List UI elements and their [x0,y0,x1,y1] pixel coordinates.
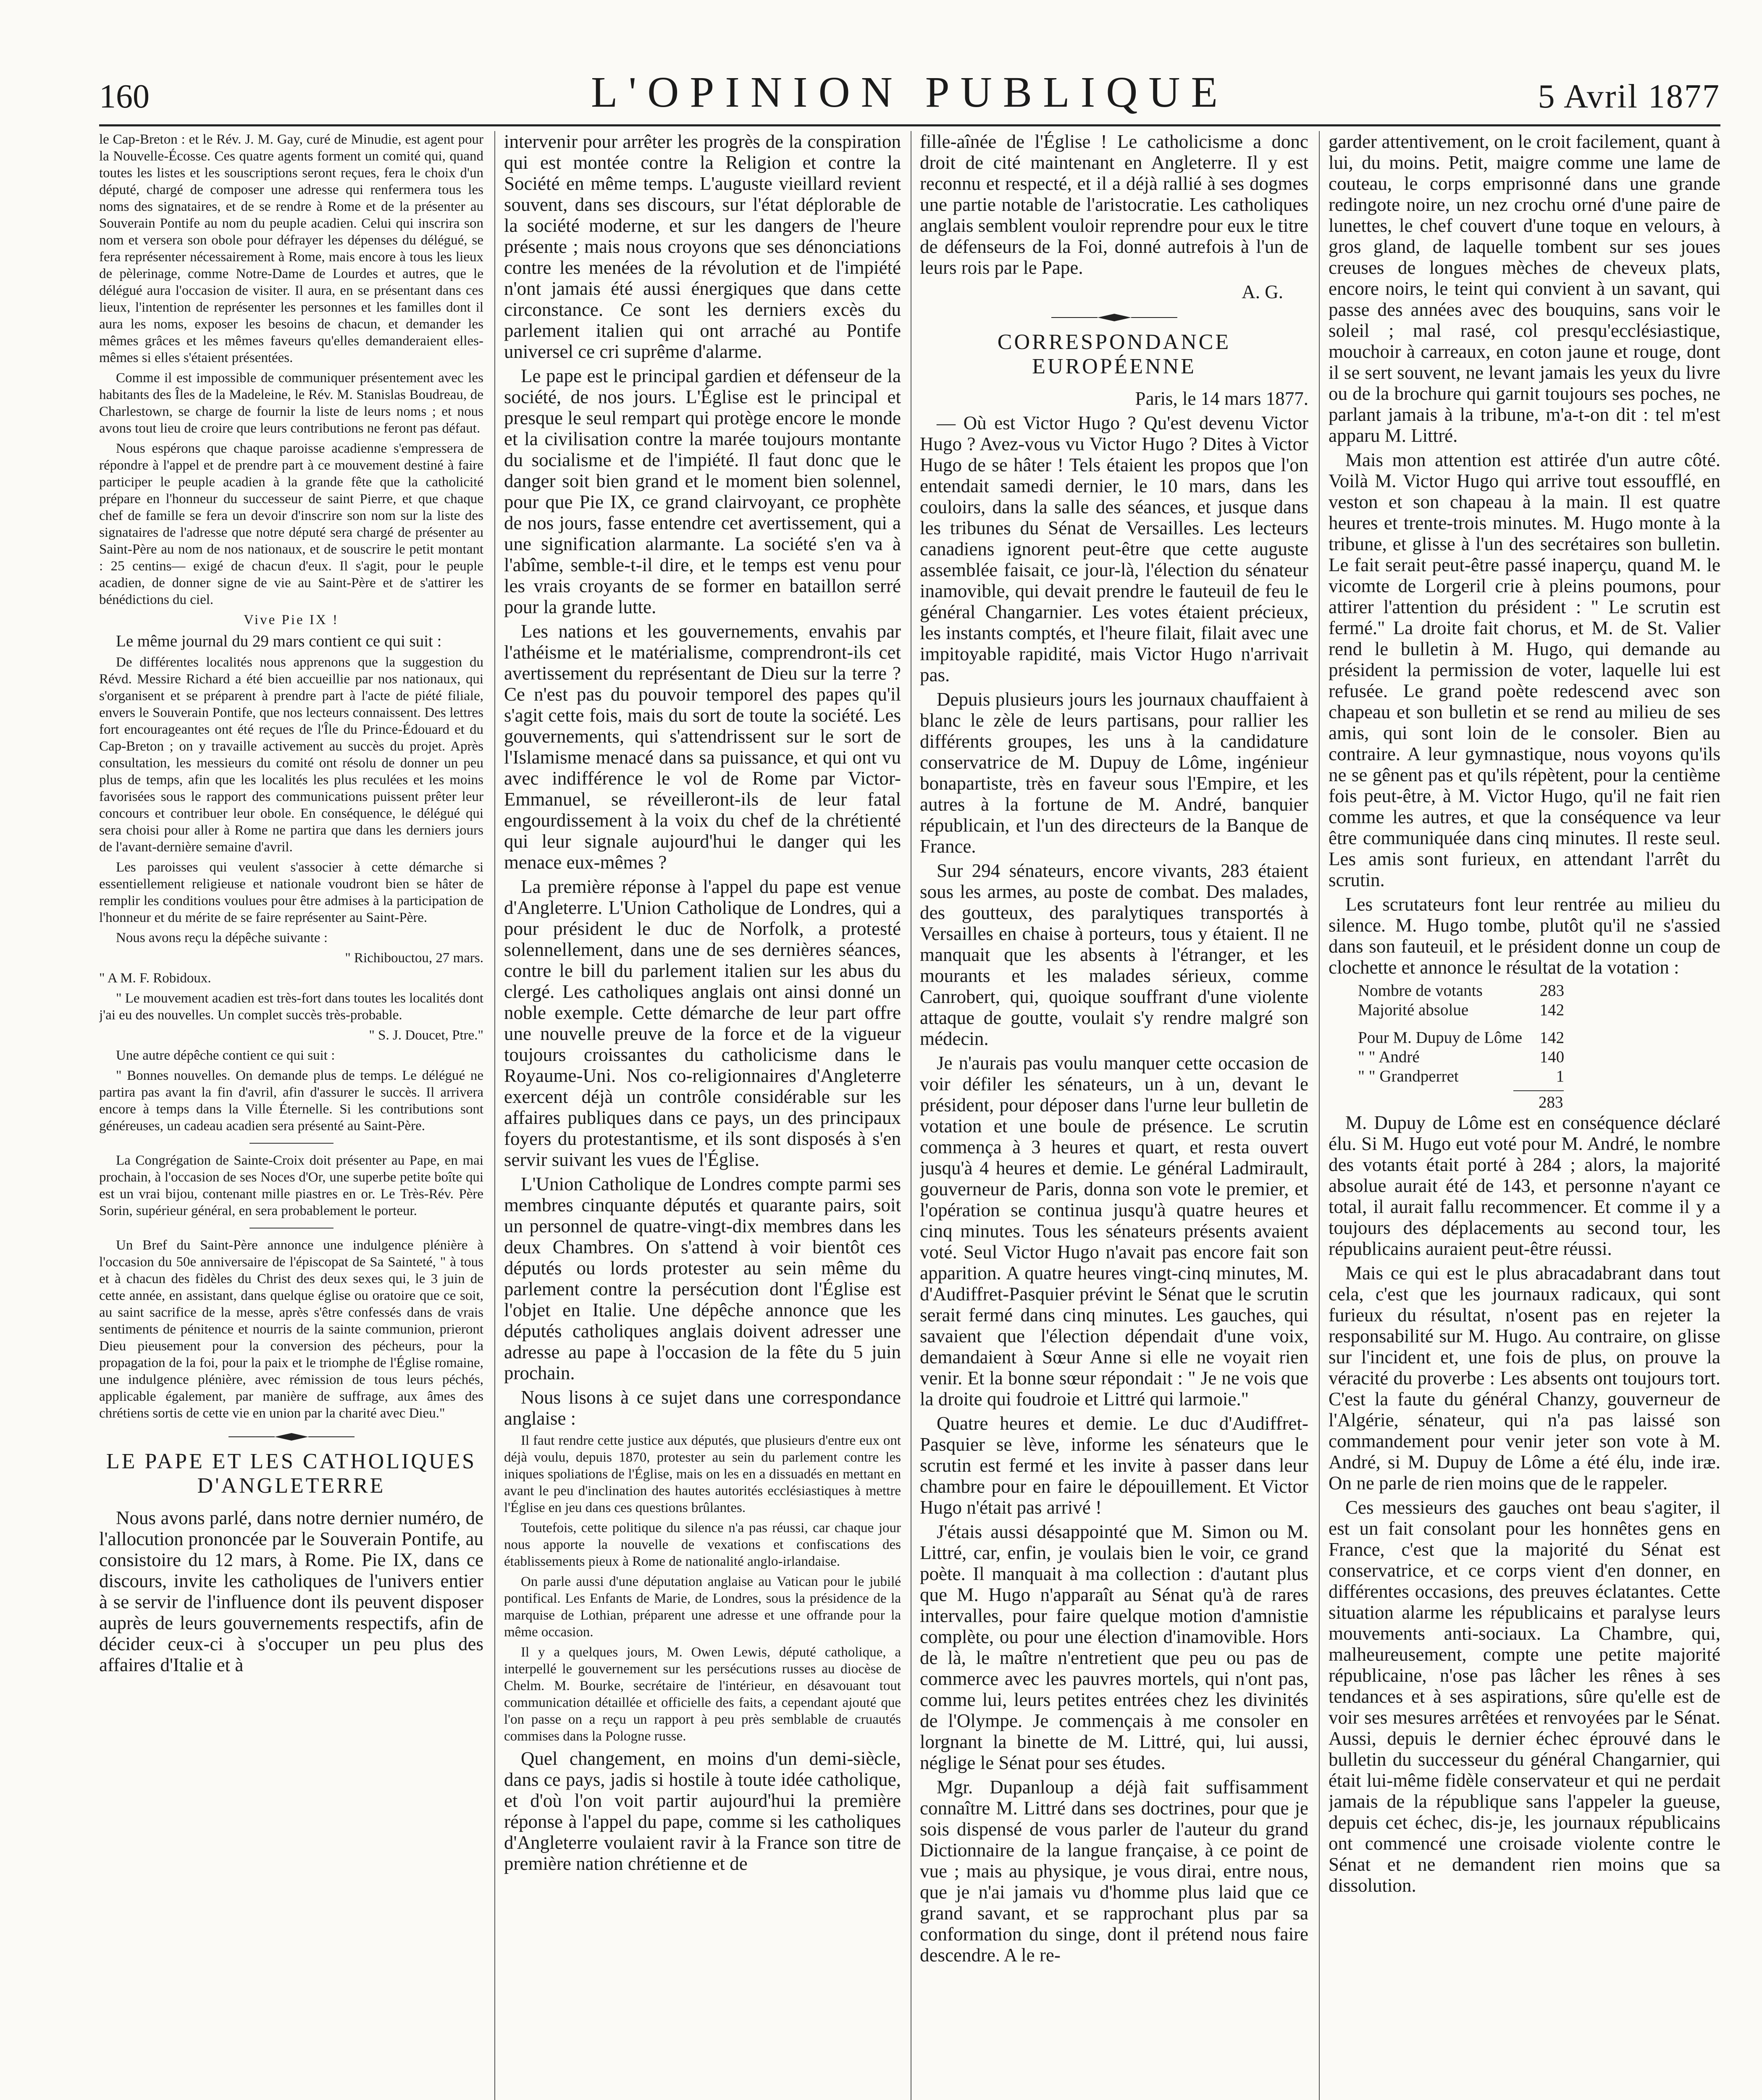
issue-date: 5 Avril 1877 [1538,78,1720,115]
vote-count: 142 [1539,1029,1565,1047]
vote-row [1354,1028,1568,1047]
paragraph: Les nations et les gouvernements, envahis par l'athéisme et le matérialisme, comprendront-ils cet avertissement du représentant de Dieu sur la terre ? Ce n'est pas du pouvoir temporel des papes qu'il s'agit cette fois, mais du sort de toute la société. Les gouvernements, qui s'attendrissent sur le sort de l'Islamisme menacé dans sa puissance, et qui ont vu avec indifférence le vol de Rome par Victor-Emmanuel, se réveilleront-ils de leur fatal engourdissement à la voix du chef de la chrétienté qui leur signale aujourd'hui le danger qui les menace eux-mêmes ? [504,621,901,873]
paragraph: Depuis plusieurs jours les journaux chauffaient à blanc le zèle de leurs partisans, pour rallier les différents groupes, les uns à la candidature conservatrice de M. Dupuy de Lôme, ingénieur bonapartiste, très en faveur sous l'Empire, et les autres à la fortune de M. André, banquier républicain, et l'un des directeurs de la Banque de France. [920,689,1308,857]
vote-count: 1 [1556,1067,1565,1085]
vote-row [1354,1067,1568,1086]
paragraph: Mgr. Dupanloup a déjà fait suffisamment connaître M. Littré dans ses doctrines, pour que je sois dispensé de vous parler de l'auteur du grand Dictionnaire de la langue française, à ce point de vue ; mais au physique, je vous dirai, entre nous, que je n'ai jamais vu d'homme plus laid que ce grand savant, et se rapprochant plus par sa conformation du singe, dont il prétend nous faire descendre. A le re- [920,1777,1308,1966]
paragraph: Nous avons reçu la dépêche suivante : [116,930,328,945]
paragraph: La Congrégation de Sainte-Croix doit présenter au Pape, en mai prochain, à l'occasion de ses Noces d'Or, une superbe petite boîte qui est un vrai bijou, contenant mille piastres en or. Le Très-Rév. Père Sorin, supérieur général, en sera probablement le porteur. [99,1153,483,1218]
page-number: 160 [99,78,150,115]
sum-rule [1513,1090,1564,1091]
vote-label: " " Grandperret [1358,1067,1459,1085]
vote-results-table [1354,981,1568,1086]
section-title: CORRESPONDANCE EUROPÉENNE [997,330,1231,378]
vote-row [1354,981,1568,1000]
paragraph: La première réponse à l'appel du pape est venue d'Angleterre. L'Union Catholique de Londres, qui a pour président le duc de Norfolk, a protesté solennellement, dans une de ses dernières séances, contre le bill du parlement italien sur les abus du clergé. Les catholiques anglais ont ainsi donné un noble exemple. Cette démarche de leur part offre une nouvelle preuve de la force et de la vigueur toujours croissantes du catholicisme dans le Royaume-Uni. Nos co-religionnaires d'Angleterre exercent déjà un contrôle considérable sur les affaires publiques dans ce pays, un des principaux foyers du protestantisme, et ils sont disposés à s'en servir suivant les vues de l'Église. [504,876,901,1170]
paragraph: Je n'aurais pas voulu manquer cette occasion de voir défiler les sénateurs, un à un, devant le président, pour déposer dans l'urne leur bulletin de votation et une boule de présence. Le scrutin commença à 3 heures et quart, et resta ouvert jusqu'à 4 heures et demie. Le général Ladmirault, gouverneur de Paris, donna son vote le premier, et l'opération se continua jusqu'à quatre heures et cinq minutes. Tous les sénateurs présents avaient voté. Seul Victor Hugo n'avait pas encore fait son apparition. A quatre heures vingt-cinq minutes, M. d'Audiffret-Pasquier prévint le Sénat que le scrutin serait fermé dans cinq minutes. Les gauches, qui savaient que l'élection dépendait d'une voix, demandaient à Sœur Anne si elle ne voyait rien venir. Et la bonne sœur répondait : " Je ne vois que la droite qui foudroie et Littré qui larmoie." [920,1053,1308,1410]
paragraph: Mais ce qui est le plus abracadabrant dans tout cela, c'est que les journaux radicaux, qui sont furieux du résultat, n'osent pas en rejeter la responsabilité sur M. Hugo. Au contraire, on glisse sur l'incident et, une fois de plus, on prouve la véracité du proverbe : Les absents ont toujours tort. C'est la faute du général Chanzy, gouverneur de l'Algérie, sénateur, qui n'a pas laissé son commandement pour venir jeter son vote à M. André, si M. Dupuy de Lôme a été élu, inde iræ. On ne parle de rien moins que de le rappeler. [1329,1263,1720,1494]
quoted-paragraph: De différentes localités nous apprenons que la suggestion du Révd. Messire Richard a été bien accueillie par nos nationaux, qui s'organisent et se préparent à prendre part à l'acte de piété filiale, envers le Souverain Pontife, que nos lecteurs connaissent. Des lettres fort encourageantes ont été reçues de l'Île du Prince-Édouard et du Cap-Breton ; on y travaille activement au succès du projet. Après consultation, les messieurs du comité ont résolu de donner un peu plus de temps, afin que les localités les plus reculées et les moins favorisées sous le rapport des communications puissent prêter leur concours et contribuer leur obole. En conséquence, le délégué qui sera choisi pour aller à Rome ne partira que dans les derniers jours de l'avant-dernière semaine d'avril. [99,655,483,855]
dispatch-recipient: " A M. F. Robidoux. [99,971,211,986]
paragraph: Nous avons parlé, dans notre dernier numéro, de l'allocution prononcée par le Souverain Pontife, au consistoire du 12 mars, à Rome. Pie IX, dans ce discours, invite les catholiques de l'univers entier à se servir de l'influence dont ils peuvent disposer auprès de leurs gouvernements respectifs, afin de décider ceux-ci à s'occuper un peu plus des affaires d'Italie et à [99,1507,483,1675]
quoted-paragraph: Toutefois, cette politique du silence n'a pas réussi, car chaque jour nous apporte la nouvelle de vexations et confiscations des établissements pieux à Rome de nationalité anglo-irlandaise. [504,1520,901,1569]
column-divider [494,131,495,2100]
masthead-rule [99,124,1720,126]
paragraph: Comme il est impossible de communiquer présentement avec les habitants des Îles de la Madeleine, le Rév. M. Stanislas Boudreau, de Charlestown, se charge de fournir la liste de leurs noms ; et nous avons tout lieu de croire que leurs contributions ne feront pas défaut. [99,370,483,436]
paragraph: Un Bref du Saint-Père annonce une indulgence plénière à l'occasion du 50e anniversaire de l'épiscopat de Sa Sainteté, " à tous et à chacun des fidèles du Christ des deux sexes qui, le 3 juin de cette année, en assistant, dans quelque église ou oratoire que ce soit, au saint sacrifice de la messe, après s'être confessés dans de vrais sentiments de pénitence et nourris de la sainte communion, prieront Dieu pieusement pour la conversion des pécheurs, pour la propagation de la foi, pour la paix et le triomphe de l'Église romaine, une indulgence plénière, avec rémission de tous leurs péchés, applicable également, par manière de suffrage, aux âmes des chrétiens sortis de cette vie en union par la charité avec Dieu." [99,1238,483,1421]
masthead [99,63,1720,122]
paragraph: garder attentivement, on le croit facilement, quant à lui, du moins. Petit, maigre comme une lame de couteau, le corps emprisonné dans une grande redingote noire, un nez crochu orné d'une paire de lunettes, le chef couvert d'une toque en velours, à gros gland, de laquelle tombent sur ses joues creuses de longues mèches de cheveux plats, encore noirs, le teint qui convient à un savant, qui passe des années avec des bouquins, sans voir le soleil ; mal rasé, col presqu'ecclésiastique, mouchoir à carreaux, en coton jaune et rouge, dont il se sert souvent, ne levant jamais les yeux du livre ou de la brochure qui garnit toujours ses poches, ne parlant jamais à la tribune, m'a-t-on dit : tel m'est apparu M. Littré. [1329,131,1720,446]
paragraph: Une autre dépêche contient ce qui suit : [116,1048,335,1063]
paragraph: J'étais aussi désappointé que M. Simon ou M. Littré, car, enfin, je voulais bien le voir, ce grand poète. Il manquait à ma collection : d'autant plus que M. Hugo n'apparaît au Sénat qu'à de rares intervalles, pour faire quelque motion d'amnistie complète, ou pour une élection d'inamovible. Hors de là, le maître n'entretient que peu ou pas de commerce avec les pauvres mortels, qui n'ont pas, comme lui, leurs petites entrées chez les divinités de l'Olympe. Je commençais à me consoler en lorgnant la binette de M. Littré, qui, lui aussi, néglige le Sénat pour ses études. [920,1521,1308,1773]
vote-count: 140 [1539,1048,1565,1066]
vote-label: Nombre de votants [1358,982,1483,1000]
paragraph: Quatre heures et demie. Le duc d'Audiffret-Pasquier se lève, informe les sénateurs que le scrutin est fermé et les invite à passer dans leur chambre pour en faire le dépouillement. Et Victor Hugo n'était pas arrivé ! [920,1413,1308,1518]
paragraph: intervenir pour arrêter les progrès de la conspiration qui est montée contre la Religion et contre la Société en même temps. L'auguste vieillard revient souvent, dans ses discours, sur l'état déplorable de la société moderne, et sur les dangers de l'heure présente ; mais nous croyons que ses dénonciations contre les menées de la révolution et de l'impiété n'ont jamais été aussi énergiques que dans cette circonstance. Ce sont les derniers excès du parlement italien qui ont arraché au Pontife universel ce cri suprême d'alarme. [504,131,901,362]
dateline: Paris, le 14 mars 1877. [1135,388,1308,409]
column-3 [920,131,1308,2100]
paragraph: fille-aînée de l'Église ! Le catholicisme a donc droit de cité maintenant en Angleterre. Il y est reconnu et respecté, et il a déjà rallié à ses dogmes une partie notable de l'aristocratie. Les catholiques anglais semblent vouloir reprendre pour eux le titre de défenseurs de la Foi, donné autrefois à l'un de leurs rois par le Pape. [920,131,1308,278]
column-2 [504,131,901,2100]
vote-total: 283 [1539,1093,1563,1111]
vote-row [1354,1047,1568,1067]
quoted-paragraph: On parle aussi d'une députation anglaise au Vatican pour le jubilé pontifical. Les Enfants de Marie, de Londres, sous la présidence de la marquise de Lothian, préparent une adresse et une offrande pour la même occasion. [504,1574,901,1640]
ornament-rule-icon [228,1432,355,1442]
quoted-paragraph: Il faut rendre cette justice aux députés, que plusieurs d'entre eux ont déjà voulu, depuis 1870, protester au sein du parlement contre les iniques spoliations de l'Église, mais on les en a dissuadés en mettant en avant le peu d'inclination des hautes autorités ecclésiastiques à mettre l'Église en jeu dans ces questions brûlantes. [504,1433,901,1515]
dispatch-place: " Richibouctou, 27 mars. [345,950,483,966]
separator-rule [249,1143,333,1144]
column-1 [99,131,483,2100]
paragraph: M. Dupuy de Lôme est en conséquence déclaré élu. Si M. Hugo eut voté pour M. André, le nombre des votants était porté à 284 ; alors, la majorité absolue aurait été de 143, et personne n'ayant ce total, il aurait fallu recommencer. Et comme il y a toujours des déplacements au second tour, les républicains auraient peut-être réussi. [1329,1112,1720,1259]
vote-count: 283 [1539,982,1565,1000]
vote-count: 142 [1539,1001,1565,1019]
column-divider [1319,131,1320,2100]
vote-label: Pour M. Dupuy de Lôme [1358,1029,1523,1047]
paragraph: Ces messieurs des gauches ont beau s'agiter, il est un fait consolant pour les honnêtes gens en France, c'est que la majorité du Sénat est conservatrice, et ce corps vient d'en donner, en différentes occasions, des preuves éclatantes. Cette situation alarme les républicains et paralyse leurs mouvements anti-sociaux. La Chambre, qui, malheureusement, compte une petite majorité républicaine, n'ose pas lâcher les rênes à ses tendances et à ses aspirations, sûre qu'elle est de voir ses mesures arrêtées et renvoyées par le Sénat. Aussi, depuis le dernier échec éprouvé dans le bulletin du successeur du général Changarnier, qui était lui-même fidèle conservateur et qui ne perdait jamais de la république sans l'appeler la gueuse, depuis cet échec, dis-je, les journaux républicains ont commencé une croisade violente contre le Sénat et ne demandent rien moins que sa dissolution. [1329,1497,1720,1896]
paragraph: — Où est Victor Hugo ? Qu'est devenu Victor Hugo ? Avez-vous vu Victor Hugo ? Dites à Victor Hugo de se hâter ! Tels étaient les propos que l'on entendait samedi dernier, le 10 mars, dans les couloirs, dans la salle des séances, et jusque dans les tribunes du Sénat de Versailles. Les lecteurs canadiens ignorent peut-être que cette auguste assemblée faisait, ce jour-là, l'élection du sénateur inamovible, qui devait prendre le fauteuil de feu le général Changarnier. Les votes étaient précieux, les instants comptés, et l'heure filait, filait avec une impitoyable rapidité, mais Victor Hugo n'arrivait pas. [920,412,1308,685]
dispatch-signature: " S. J. Doucet, Ptre." [369,1028,483,1043]
paragraph: Sur 294 sénateurs, encore vivants, 283 étaient sous les armes, au poste de combat. Des malades, des goutteux, des paralytiques transportés à Versailles en chaise à porteurs, tous y étaient. Il ne manquait que les absents à l'étranger, et les mourants et les malades sérieux, comme Canrobert, qui, quoique souffrant d'une violente attaque de goutte, voulait s'y rendre malgré son médecin. [920,860,1308,1049]
paragraph: Mais mon attention est attirée d'un autre côté. Voilà M. Victor Hugo qui arrive tout essoufflé, en veston et son chapeau à la main. Il est quatre heures et trente-trois minutes. M. Hugo monte à la tribune, et glisse à l'un des secrétaires son bulletin. Le fait serait peut-être passé inaperçu, quand M. le vicomte de Lorgeril crie à pleins poumons, pour attirer l'attention du président : " Le scrutin est fermé." La droite fait chorus, et M. de St. Valier rend le bulletin à M. Hugo, qui demande au président la permission de voter, laquelle lui est refusée. Le grand poète redescend avec son chapeau et son bulletin et se rend au milieu de ses amis, qui sont loin de le consoler. Bien au contraire. A leur gymnastique, nous voyons qu'ils ne se gênent pas et qu'ils répètent, pour la centième fois peut-être, à M. Victor Hugo, qu'il ne fait rien comme les autres, et que la conséquence va leur être communiquée dans cinq minutes. Il reste seul. Les amis sont furieux, en attendant l'arrêt du scrutin. [1329,449,1720,890]
newspaper-title: L'OPINION PUBLIQUE [591,68,1229,116]
column-4 [1329,131,1720,2100]
paragraph: Nous espérons que chaque paroisse acadienne s'empressera de répondre à l'appel et de prendre part à ce mouvement destiné à faire participer le peuple acadien à la grande fête que la catholicité prépare en l'honneur du successeur de saint Pierre, et que chaque chef de famille se fera un devoir d'inscrire son nom sur la liste des signataires de l'adresse que notre député sera chargé de présenter au Saint-Père au nom de nos nationaux, et de souscrire le petit montant : 25 centins— exigé de chacun d'eux. Il s'agit, pour le peuple acadien, de donner signe de vie au Saint-Père et de s'attirer les bénédictions du ciel. [99,441,483,607]
closing-cheer: Vive Pie IX ! [244,612,339,627]
ornament-rule-icon [1051,312,1177,323]
dispatch-body: " Le mouvement acadien est très-fort dans toutes les localités dont j'ai eu des nouvelles. Un complet succès très-probable. [99,991,483,1023]
paragraph: le Cap-Breton : et le Rév. J. M. Gay, curé de Minudie, est agent pour la Nouvelle-Écosse. Ces quatre agents forment un comité qui, quand toutes les listes et les souscriptions seront reçues, fera le choix d'un député, chargé de composer une adresse qui renfermera tous les noms des signataires, et de se rendre à Rome et de la présenter au Souverain Pontife au nom du peuple acadien. Celui qui inscrira son nom et versera son obole pour défrayer les dépenses du délégué, se fera représenter nécessairement à Rome, mais encore à tous les lieux de pèlerinage, comme Notre-Dame de Lourdes et autres, que le délégué aura l'occasion de visiter. Il aura, en se présentant dans ces lieux, l'intention de représenter les personnes et les familles dont il aura les noms, exposer les besoins de chacun, et demander les mêmes grâces et les mêmes faveurs qu'elles demanderaient elles-mêmes si elles s'étaient présentées. [99,132,483,365]
vote-label: " " André [1358,1048,1420,1066]
paragraph: Nous lisons à ce sujet dans une correspondance anglaise : [504,1387,901,1429]
paragraph: Le même journal du 29 mars contient ce qui suit : [116,632,442,650]
quoted-paragraph: Les paroisses qui veulent s'associer à cette démarche si essentiellement religieuse et nationale voudront bien se hâter de remplir les conditions voulues pour être admises à la participation de l'honneur et du mérite de se faire représenter au Saint-Père. [99,860,483,925]
vote-row [1354,1000,1568,1020]
paragraph: Les scrutateurs font leur rentrée au milieu du silence. M. Hugo tombe, plutôt qu'il ne s'assied dans son fauteuil, et le président donne un coup de clochette et annonce le résultat de la votation : [1329,894,1720,978]
quoted-paragraph: Il y a quelques jours, M. Owen Lewis, député catholique, a interpellé le gouvernement sur les persécutions russes au diocèse de Chelm. M. Bourke, secrétaire de l'intérieur, en désavouant tout communication détaillée et officielle des faits, a cependant ajouté que l'on passe on a reçu un rapport à peu près semblable de cruautés commises dans la Pologne russe. [504,1645,901,1744]
paragraph: Le pape est le principal gardien et défenseur de la société, de nos jours. L'Église est le principal et presque le seul rempart qui protège encore le monde et la civilisation contre la marée toujours montante du socialisme et de l'impiété. Il faut donc que le danger soit bien grand et le moment bien solennel, pour que Pie IX, ce grand clairvoyant, ce prophète de nos jours, fasse entendre cet avertissement, qui a une signification alarmante. La société s'en va à l'abîme, semble-t-il dire, et le temps est venu pour les vrais croyants de se former en bataillon serré pour la grande lutte. [504,365,901,617]
section-title: LE PAPE ET LES CATHOLIQUES D'ANGLETERRE [106,1449,477,1498]
dispatch-body: " Bonnes nouvelles. On demande plus de temps. Le délégué ne partira pas avant la fin d'avril, afin d'assurer le succès. Il arrivera encore à temps dans la Ville Éternelle. Si les contributions sont généreuses, un cadeau acadien sera présenté au Saint-Père. [99,1068,483,1134]
paragraph: Quel changement, en moins d'un demi-siècle, dans ce pays, jadis si hostile à toute idée catholique, et d'où l'on voit partir aujourd'hui la première réponse à l'appel du pape, comme si les catholiques d'Angleterre voulaient ravir à la France son titre de première nation chrétienne et de [504,1748,901,1874]
author-signature: A. G. [1242,281,1283,302]
paragraph: L'Union Catholique de Londres compte parmi ses membres cinquante députés et quarante pairs, soit un personnel de quatre-vingt-dix membres dans les deux Chambres. On s'attend à voir bientôt ces députés ou lords protester au sein même du parlement contre la persécution dont l'Église est l'objet en Italie. Une dépêche annonce que les députés catholiques anglais doivent adresser une adresse au pape à l'occasion de la fête du 5 juin prochain. [504,1173,901,1383]
vote-label: Majorité absolue [1358,1001,1469,1019]
